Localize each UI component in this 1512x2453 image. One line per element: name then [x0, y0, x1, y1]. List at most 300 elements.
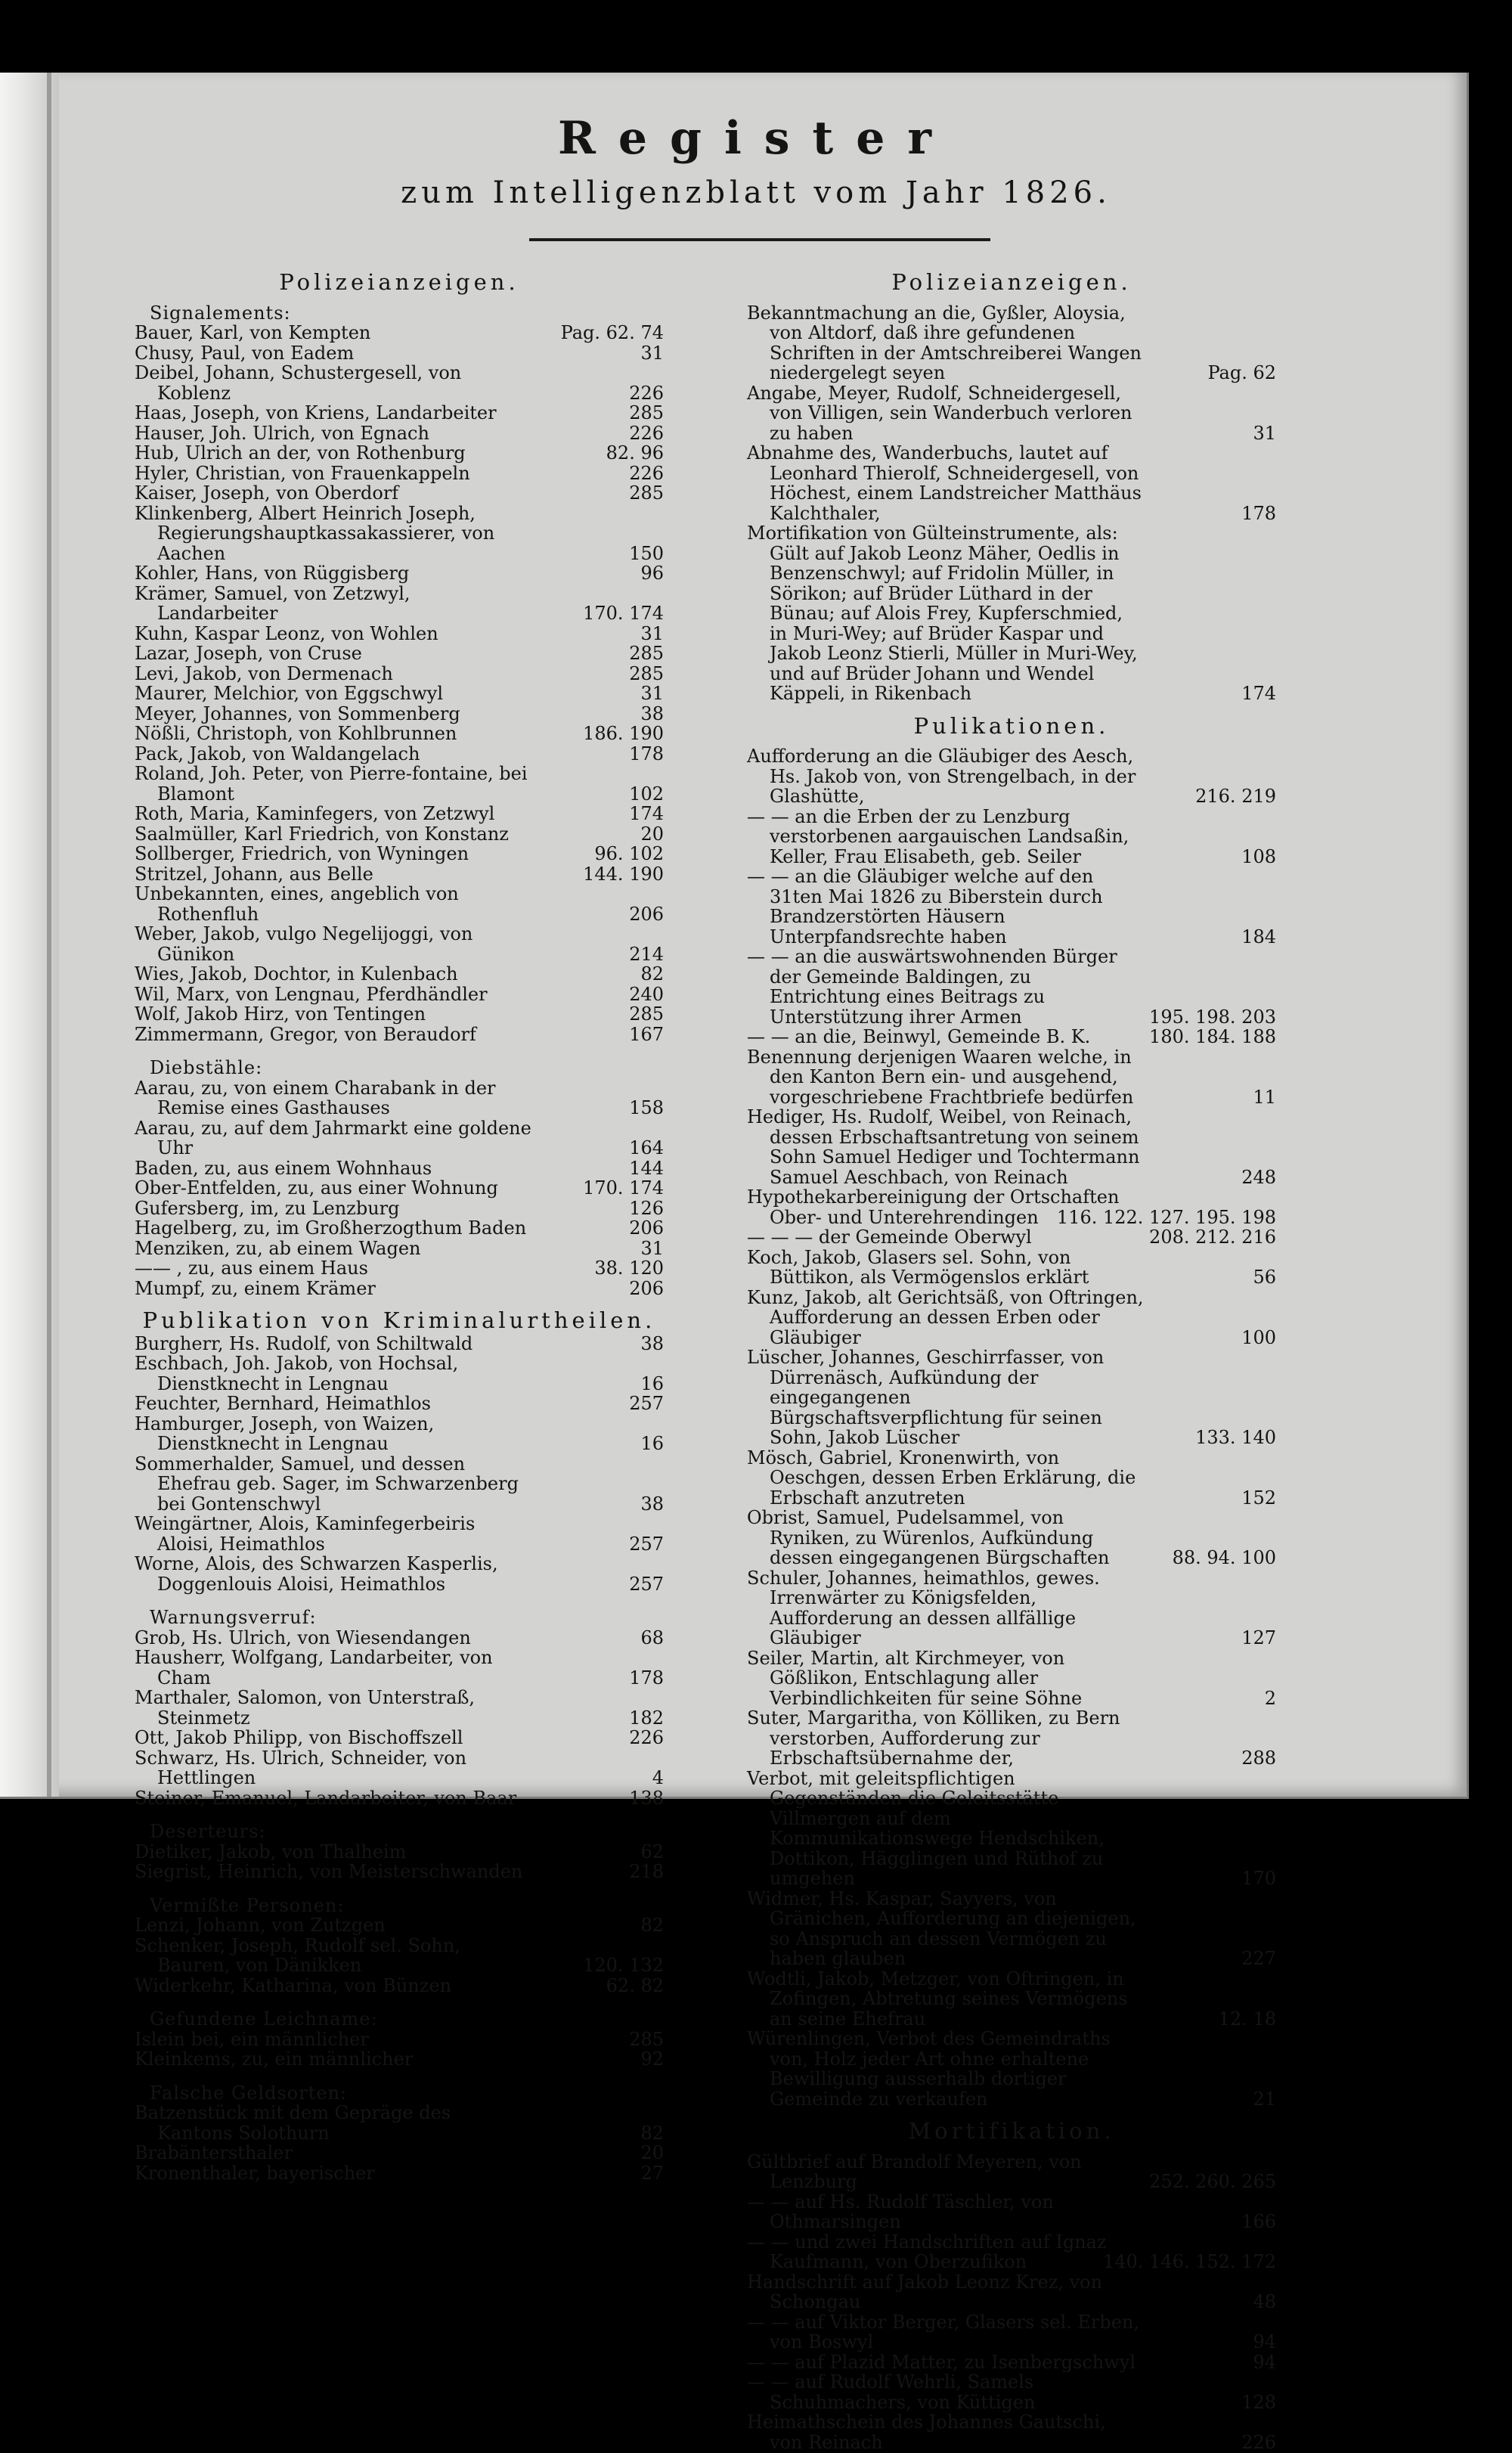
index-entry [747, 1969, 1276, 2030]
index-entry [135, 884, 664, 924]
entry-text: — — auf Rudolf Wehrli, Samels Schuhmachers, von Küttigen [747, 2371, 1036, 2413]
index-entry [135, 1239, 664, 1259]
entry-pages: 218 [629, 1861, 664, 1882]
index-entry [135, 1688, 664, 1728]
entry-pages: 94 [1253, 2331, 1276, 2352]
index-entry [135, 423, 664, 444]
group-label: Publikation von Kriminalurtheilen. [142, 1307, 656, 1333]
entry-pages: 82 [640, 2122, 664, 2144]
entry-text: Mortifikation von Gülteinstrumente, als: Gült auf Jakob Leonz Mäher, Oedlis in Benzenschwyl; auf Fridolin Müller, in Sörikon; auf Brüder Lüthard in der Bünau; auf Alois Frey, Kupferschmied, in Muri-Wey; auf Brüder Kaspar und Jakob Leonz Stierli, Müller in Muri-Wey, und auf Brüder Johann und Wendel Käppeli, in Rikenbach [747, 523, 1138, 704]
entry-pages: 170. 174 [583, 1177, 664, 1199]
entry-pages: 133. 140 [1195, 1427, 1276, 1448]
page-title: Register [557, 112, 955, 165]
index-entry [747, 1107, 1276, 1187]
entry-pages: 152 [1241, 1487, 1276, 1509]
entry-text: Kaiser, Joseph, von Oberdorf [135, 482, 399, 504]
entry-text: Mumpf, zu, einem Krämer [135, 1277, 376, 1299]
entry-pages: 31 [1253, 422, 1276, 444]
index-entry [135, 2143, 664, 2163]
entry-pages: 138 [629, 1787, 664, 1809]
page-subtitle: zum Intelligenzblatt vom Jahr 1826. [401, 175, 1111, 210]
entry-text: — — auf Viktor Berger, Glasers sel. Erben, von Boswyl [747, 2311, 1140, 2352]
index-entry [747, 746, 1276, 807]
entry-text: Siegrist, Heinrich, von Meisterschwanden [135, 1861, 523, 1882]
index-entry [747, 2412, 1276, 2452]
entry-pages: 16 [640, 1433, 664, 1454]
entry-text: Klinkenberg, Albert Heinrich Joseph, Regierungshauptkassakassierer, von Aachen [135, 502, 495, 564]
index-entry [747, 947, 1276, 1027]
entry-text: Meyer, Johannes, von Sommenberg [135, 702, 460, 724]
index-entry [135, 1178, 664, 1199]
index-entry [135, 864, 664, 885]
entry-text: Verbot, mit geleitspflichtigen Gegenständen die Geleitsstätte Villmergen auf dem Kommunikationswege Hendschiken, Dottikon, Hägglingen und Rüthof zu umgehen [747, 1767, 1105, 1889]
index-entry [747, 1889, 1276, 1969]
index-entry [747, 1568, 1276, 1648]
index-entry [135, 1199, 664, 1219]
entry-text: Burgherr, Hs. Rudolf, von Schiltwald [135, 1332, 473, 1354]
index-entry [135, 343, 664, 364]
index-entry [135, 464, 664, 484]
entry-pages: 4 [652, 1767, 664, 1788]
entry-text: Widerkehr, Katharina, von Bünzen [135, 1974, 452, 1996]
entry-pages: 174 [1241, 683, 1276, 704]
entry-text: Weber, Jakob, vulgo Negelijoggi, von Günikon [135, 923, 473, 965]
group-label: Gefundene Leichname: [150, 2008, 378, 2030]
section-heading: Pulikationen. [913, 712, 1110, 739]
index-entry [135, 1354, 664, 1394]
entry-pages: 31 [640, 683, 664, 704]
entry-text: Sommerhalder, Samuel, und dessen Ehefrau geb. Sager, im Schwarzenberg bei Gontenschwyl [135, 1453, 519, 1515]
entry-pages: 102 [629, 783, 664, 805]
index-entry [747, 1448, 1276, 1509]
entry-text: — — an die auswärtswohnenden Bürger der Gemeinde Baldingen, zu Entrichtung eines Beitrags zu Unterstützung ihrer Armen [747, 946, 1117, 1028]
index-entry [747, 1508, 1276, 1568]
entry-pages: 88. 94. 100 [1172, 1547, 1276, 1568]
entry-text: Roland, Joh. Peter, von Pierre-fontaine, bei Blamont [135, 763, 528, 805]
entry-pages: 257 [629, 1573, 664, 1595]
entry-pages: 170. 174 [583, 603, 664, 624]
entry-text: Lüscher, Johannes, Geschirrfasser, von Dürrenäsch, Aufkündung der eingegangenen Bürgschaftsverpflichtung für seinen Sohn, Jakob Lüscher [747, 1347, 1105, 1448]
entry-text: Deibel, Johann, Schustergesell, von Koblenz [135, 362, 462, 404]
entry-text: Schwarz, Hs. Ulrich, Schneider, von Hettlingen [135, 1747, 467, 1788]
index-entry [135, 704, 664, 724]
entry-text: Suter, Margaritha, von Kölliken, zu Bern verstorben, Aufforderung zur Erbschaftsübernahme der, [747, 1707, 1120, 1769]
index-entry [135, 504, 664, 564]
index-entry [747, 523, 1276, 704]
entry-pages: 140. 146. 152. 172 [1102, 2251, 1276, 2272]
entry-pages: 257 [629, 1533, 664, 1555]
index-entry [747, 1187, 1276, 1227]
group-gap [135, 1882, 664, 1894]
index-entry [747, 807, 1276, 867]
index-entry [135, 804, 664, 824]
entry-text: Bekanntmachung an die, Gyßler, Aloysia, von Altdorf, daß ihre gefundenen Schriften in der Amtschreiberei Wangen niedergelegt seyen [747, 302, 1142, 383]
index-entry [747, 1648, 1276, 1709]
index-entry [135, 563, 664, 584]
index-entry [135, 1748, 664, 1788]
entry-pages: 178 [1241, 502, 1276, 524]
entry-pages: 178 [629, 743, 664, 764]
entry-text: Aarau, zu, von einem Charabank in der Remise eines Gasthauses [135, 1077, 496, 1118]
index-entry [135, 2030, 664, 2050]
entry-text: Ott, Jakob Philipp, von Bischoffszell [135, 1727, 463, 1748]
index-entry [135, 964, 664, 985]
entry-text: — — auf Plazid Matter, zu Isenbergschwyl [747, 2351, 1136, 2373]
entry-pages: 2 [1264, 1687, 1276, 1709]
index-entry [747, 1248, 1276, 1288]
entry-pages: 248 [1241, 1166, 1276, 1188]
entry-text: Unbekannten, eines, angeblich von Rothenfluh [135, 883, 459, 925]
entry-pages: 184 [1241, 926, 1276, 947]
entry-text: Würenlingen, Verbot des Gemeindraths von, Holz jeder Art ohne erhaltene Bewilligung ausserhalb dortiger Gemeinde zu verkaufen [747, 2028, 1111, 2110]
entry-text: Hamburger, Joseph, von Waizen, Dienstknecht in Lengnau [135, 1413, 435, 1454]
index-entry [135, 1976, 664, 1996]
entry-text: Heimathschein des Johannes Gautschi, von Reinach [747, 2411, 1106, 2453]
entry-text: — — an die, Beinwyl, Gemeinde B. K. [747, 1026, 1091, 1047]
entry-pages: 27 [640, 2162, 664, 2184]
index-entry [747, 2272, 1276, 2312]
entry-text: Worne, Alois, des Schwarzen Kasperlis, Doggenlouis Aloisi, Heimathlos [135, 1553, 498, 1595]
index-entry [747, 303, 1276, 383]
index-entry [747, 2232, 1276, 2272]
entry-text: Lenzi, Johann, von Zutzgen [135, 1915, 386, 1936]
entry-text: Hausherr, Wolfgang, Landarbeiter, von Cham [135, 1647, 493, 1689]
entry-text: Levi, Jakob, von Dermenach [135, 662, 393, 684]
entry-text: Wolf, Jakob Hirz, von Tentingen [135, 1003, 426, 1025]
index-entry [747, 2152, 1276, 2192]
section-heading: Polizeianzeigen. [891, 269, 1132, 295]
entry-pages: 82 [640, 963, 664, 985]
entry-pages: 206 [629, 1217, 664, 1239]
entry-text: — — und zwei Handschriften auf Ignaz Kaufmann, von Oberzufikon [747, 2231, 1107, 2272]
index-entry [135, 2163, 664, 2184]
entry-text: Baden, zu, aus einem Wohnhaus [135, 1157, 432, 1179]
index-entry [135, 1454, 664, 1515]
entry-text: Benennung derjenigen Waaren welche, in den Kanton Bern ein- und ausgehend, vorgeschriebene Frachtbriefe bedürfen [747, 1046, 1134, 1108]
entry-pages: 96 [640, 563, 664, 584]
entry-text: Kohler, Hans, von Rüggisberg [135, 563, 410, 584]
group-label: Diebstähle: [150, 1057, 263, 1078]
index-entry [135, 1004, 664, 1025]
index-entry [135, 664, 664, 684]
entry-text: Chusy, Paul, von Eadem [135, 342, 355, 364]
entry-text: Haas, Joseph, von Kriens, Landarbeiter [135, 402, 497, 423]
index-entry [135, 1118, 664, 1158]
entry-pages: 226 [629, 382, 664, 404]
page-fold [47, 73, 51, 1797]
entry-pages: 288 [1241, 1747, 1276, 1769]
entry-text: Marthaler, Salomon, von Unterstraß, Steinmetz [135, 1687, 476, 1729]
entry-pages: 285 [629, 643, 664, 664]
entry-pages: 285 [629, 402, 664, 423]
index-entry [747, 1288, 1276, 1348]
title-rule [529, 238, 990, 241]
index-entry [747, 1769, 1276, 1889]
entry-text: Kunz, Jakob, alt Gerichtsäß, von Oftringen, Aufforderung an dessen Erben oder Gläubiger [747, 1286, 1144, 1348]
left-heading: Polizeianzeigen. [279, 269, 519, 295]
group-label: Vermißte Personen: [150, 1894, 345, 1916]
entry-text: Wodtli, Jakob, Metzger, von Oftringen, in Zofingen, Abtretung seines Vermögens an seine Ehefrau [747, 1968, 1128, 2030]
entry-text: — — an die Gläubiger welche auf den 31ten Mai 1826 zu Biberstein durch Brandzerstörten Häusern Unterpfandsrechte haben [747, 866, 1103, 947]
entry-pages: 240 [629, 983, 664, 1005]
index-entry [135, 924, 664, 964]
entry-pages: 38 [640, 1493, 664, 1515]
index-entry [135, 1842, 664, 1862]
entry-pages: 206 [629, 903, 664, 925]
left-column [135, 269, 664, 2184]
index-entry [747, 1027, 1276, 1047]
entry-text: Schuler, Johannes, heimathlos, gewes. Irrenwärter zu Königsfelden, Aufforderung an dessen allfällige Gläubiger [747, 1567, 1100, 1648]
entry-text: Gufersberg, im, zu Lenzburg [135, 1197, 400, 1219]
entry-pages: 96. 102 [594, 843, 664, 864]
group-label: Warnungsverruf: [150, 1607, 317, 1628]
entry-pages: 170 [1241, 1868, 1276, 1889]
entry-pages: 252. 260. 265 [1149, 2171, 1276, 2192]
entry-pages: 128 [1241, 2391, 1276, 2413]
entry-pages: 206 [629, 1277, 664, 1299]
entry-text: Kronenthaler, bayerischer [135, 2162, 375, 2184]
entry-text: —— , zu, aus einem Haus [135, 1258, 368, 1279]
index-entry [135, 1788, 664, 1809]
index-entry [135, 1025, 664, 1045]
entry-text: Saalmüller, Karl Friedrich, von Konstanz [135, 823, 509, 845]
entry-text: Obrist, Samuel, Pudelsammel, von Ryniken, zu Würenlos, Aufkündung dessen eingegangenen Bürgschaften [747, 1507, 1110, 1568]
entry-pages: 100 [1241, 1326, 1276, 1348]
entry-text: Angabe, Meyer, Rudolf, Schneidergesell, von Villigen, sein Wanderbuch verloren zu haben [747, 382, 1132, 444]
index-entry [135, 1158, 664, 1179]
entry-text: Wies, Jakob, Dochtor, in Kulenbach [135, 963, 458, 985]
entry-text: Aarau, zu, auf dem Jahrmarkt eine goldene Uhr [135, 1117, 531, 1158]
entry-text: Seiler, Martin, alt Kirchmeyer, von Gößlikon, Entschlagung aller Verbindlichkeiten für seine Söhne [747, 1647, 1083, 1709]
entry-pages: 257 [629, 1393, 664, 1414]
entry-pages: 38 [640, 702, 664, 724]
entry-text: Abnahme des, Wanderbuchs, lautet auf Leonhard Thierolf, Schneidergesell, von Höchest, einem Landstreicher Matthäus Kalchthaler, [747, 442, 1142, 524]
index-entry [135, 1862, 664, 1882]
entry-pages: 195. 198. 203 [1149, 1006, 1276, 1028]
index-entry [135, 684, 664, 704]
entry-pages: 20 [640, 823, 664, 845]
index-entry [135, 584, 664, 624]
entry-pages: 227 [1241, 1948, 1276, 1969]
entry-text: Schenker, Joseph, Rudolf sel. Sohn, Bauren, von Dänikken [135, 1934, 460, 1976]
index-entry [135, 1414, 664, 1454]
entry-text: — — auf Hs. Rudolf Täschler, von Othmarsingen [747, 2191, 1054, 2232]
entry-pages: Pag. 62 [1207, 362, 1276, 383]
index-entry [135, 624, 664, 644]
index-entry [747, 383, 1276, 444]
entry-text: Widmer, Hs. Kaspar, Sayyers, von Gränichen, Aufforderung an diejenigen, so Anspruch an dessen Vermögen zu haben glauben [747, 1887, 1136, 1969]
entry-pages: 38 [640, 1332, 664, 1354]
entry-text: Krämer, Samuel, von Zetzwyl, Landarbeiter [135, 582, 411, 624]
entry-text: Zimmermann, Gregor, von Beraudorf [135, 1023, 476, 1045]
entry-text: Kuhn, Kaspar Leonz, von Wohlen [135, 622, 438, 644]
entry-pages: 216. 219 [1195, 786, 1276, 807]
index-entry [135, 824, 664, 845]
index-entry [135, 1936, 664, 1976]
entry-text: Lazar, Joseph, von Cruse [135, 643, 362, 664]
entry-pages: 226 [629, 1727, 664, 1748]
index-entry [135, 1514, 664, 1554]
index-entry [135, 2103, 664, 2143]
entry-pages: 94 [1253, 2351, 1276, 2373]
entry-pages: 180. 184. 188 [1149, 1026, 1276, 1047]
entry-pages: 20 [640, 2142, 664, 2163]
group-gap [135, 1808, 664, 1820]
index-entry [135, 483, 664, 504]
entry-text: Stritzel, Johann, aus Belle [135, 863, 373, 885]
entry-text: Brabäntersthaler [135, 2142, 293, 2163]
index-entry [747, 867, 1276, 947]
index-entry [135, 443, 664, 464]
entry-text: — — an die Erben der zu Lenzburg verstorbenen aargauischen Landsaßin, Keller, Frau Elisabeth, geb. Seiler [747, 805, 1129, 867]
entry-pages: 226 [629, 462, 664, 484]
section-gap [747, 2109, 1276, 2121]
entry-text: Grob, Hs. Ulrich, von Wiesendangen [135, 1627, 471, 1648]
index-entry [135, 985, 664, 1005]
index-entry [747, 2372, 1276, 2412]
index-entry [747, 2352, 1276, 2373]
entry-pages: 144 [629, 1157, 664, 1179]
entry-text: Hauser, Joh. Ulrich, von Egnach [135, 422, 429, 444]
entry-text: Aufforderung an die Gläubiger des Aesch, Hs. Jakob von, von Strengelbach, in der Glashütte, [747, 746, 1136, 807]
entry-text: Hediger, Hs. Rudolf, Weibel, von Reinach, dessen Erbschaftsantretung von seinem Sohn Samuel Hediger und Tochtermann Samuel Aeschbach, von Reinach [747, 1106, 1140, 1188]
entry-text: Bauer, Karl, von Kempten [135, 322, 371, 343]
entry-pages: 82. 96 [606, 442, 664, 464]
right-column [747, 269, 1276, 2453]
entry-pages: 31 [640, 622, 664, 644]
entry-text: Hub, Ulrich an der, von Rothenburg [135, 442, 466, 464]
entry-pages: 62. 82 [606, 1974, 664, 1996]
entry-text: Dietiker, Jakob, von Thalheim [135, 1841, 407, 1862]
index-entry [747, 443, 1276, 523]
index-entry [135, 1915, 664, 1936]
entry-pages: 174 [629, 803, 664, 824]
group-label: Signalements: [150, 302, 291, 324]
entry-pages: 38. 120 [594, 1258, 664, 1279]
index-entry [135, 1218, 664, 1239]
entry-pages: 285 [629, 482, 664, 504]
group-gap [135, 1996, 664, 2008]
entry-text: Eschbach, Joh. Jakob, von Hochsal, Dienstknecht in Lengnau [135, 1353, 459, 1394]
index-entry [135, 844, 664, 864]
entry-pages: 164 [629, 1137, 664, 1158]
index-entry [135, 724, 664, 744]
group-label: Falsche Geldsorten: [150, 2082, 348, 2104]
index-entry [135, 1334, 664, 1354]
index-entry [135, 1628, 664, 1648]
entry-pages: 31 [640, 342, 664, 364]
index-entry [747, 1227, 1276, 1248]
entry-pages: 226 [629, 422, 664, 444]
entry-pages: 285 [629, 662, 664, 684]
index-entry [135, 403, 664, 423]
group-gap [135, 1594, 664, 1606]
entry-pages: 11 [1253, 1086, 1276, 1108]
entry-text: Handschrift auf Jakob Leonz Krez, von Schongau [747, 2271, 1103, 2312]
entry-text: Wil, Marx, von Lengnau, Pferdhändler [135, 983, 488, 1005]
entry-pages: 166 [1241, 2211, 1276, 2232]
entry-pages: 285 [629, 2028, 664, 2050]
entry-pages: 214 [629, 943, 664, 965]
entry-text: Koch, Jakob, Glasers sel. Sohn, von Büttikon, als Vermögenslos erklärt [747, 1246, 1089, 1288]
entry-pages: 108 [1241, 845, 1276, 867]
index-entry [747, 2192, 1276, 2232]
entry-text: Hyler, Christian, von Frauenkappeln [135, 462, 470, 484]
entry-text: — — — der Gemeinde Oberwyl [747, 1226, 1032, 1248]
entry-text: Islein bei, ein männlicher [135, 2028, 369, 2050]
entry-text: Nößli, Christoph, von Kohlbrunnen [135, 723, 457, 744]
index-entry [135, 1648, 664, 1688]
index-entry [135, 643, 664, 664]
index-entry [135, 363, 664, 403]
entry-text: Batzenstück mit dem Gepräge des Kantons Solothurn [135, 2102, 451, 2144]
entry-text: Mösch, Gabriel, Kronenwirth, von Oeschgen, dessen Erben Erklärung, die Erbschaft anzutreten [747, 1447, 1136, 1509]
entry-text: Hagelberg, zu, im Großherzogthum Baden [135, 1217, 527, 1239]
entry-text: Weingärtner, Alois, Kaminfegerbeiris Aloisi, Heimathlos [135, 1513, 476, 1555]
entry-pages: 178 [629, 1667, 664, 1689]
entry-text: Sollberger, Friedrich, von Wyningen [135, 843, 469, 864]
index-entry [747, 2312, 1276, 2352]
index-entry [135, 2049, 664, 2070]
index-entry [747, 1347, 1276, 1448]
index-entry [135, 1728, 664, 1748]
index-entry [135, 323, 664, 343]
entry-text: Kleinkems, zu, ein männlicher [135, 2048, 414, 2070]
entry-pages: 150 [629, 542, 664, 564]
index-entry [135, 1394, 664, 1414]
entry-pages: 82 [640, 1915, 664, 1936]
entry-pages: 62 [640, 1841, 664, 1862]
entry-text: Gültbrief auf Brandolf Meyeren, von Lenzburg [747, 2151, 1082, 2192]
entry-pages: 226 [1241, 2431, 1276, 2453]
index-entry [747, 1047, 1276, 1108]
group-label: Deserteurs: [150, 1821, 266, 1842]
entry-pages: 68 [640, 1627, 664, 1648]
index-entry [135, 744, 664, 764]
index-entry [135, 1258, 664, 1279]
index-entry [747, 1708, 1276, 1769]
entry-text: Hypothekarbereinigung der Ortschaften Ober- und Unterehrendingen [747, 1186, 1120, 1228]
entry-pages: 12. 18 [1218, 2008, 1276, 2030]
entry-pages: 186. 190 [583, 723, 664, 744]
index-entry [135, 764, 664, 804]
entry-pages: 48 [1253, 2291, 1276, 2312]
entry-pages: 167 [629, 1023, 664, 1045]
group-gap [135, 2070, 664, 2082]
entry-pages: 182 [629, 1707, 664, 1729]
entry-pages: 92 [640, 2048, 664, 2070]
entry-pages: 21 [1253, 2088, 1276, 2110]
entry-pages: 126 [629, 1197, 664, 1219]
entry-pages: 127 [1241, 1627, 1276, 1648]
section-heading: Mortifikation. [908, 2118, 1115, 2144]
entry-text: Steiner, Emanuel, Landarbeiter, von Baar [135, 1787, 517, 1809]
index-entry [135, 1279, 664, 1299]
entry-text: Maurer, Melchior, von Eggschwyl [135, 683, 444, 704]
entry-pages: 116. 122. 127. 195. 198 [1056, 1206, 1276, 1228]
index-entry [747, 2029, 1276, 2109]
entry-text: Menziken, zu, ab einem Wagen [135, 1237, 421, 1259]
entry-text: Pack, Jakob, von Waldangelach [135, 743, 420, 764]
index-entry [135, 1078, 664, 1118]
entry-pages: 31 [640, 1237, 664, 1259]
entry-pages: 158 [629, 1097, 664, 1118]
entry-pages: 144. 190 [583, 863, 664, 885]
group-gap [135, 1044, 664, 1056]
entry-pages: 285 [629, 1003, 664, 1025]
entry-pages: 208. 212. 216 [1149, 1226, 1276, 1248]
entry-pages: 56 [1253, 1267, 1276, 1288]
